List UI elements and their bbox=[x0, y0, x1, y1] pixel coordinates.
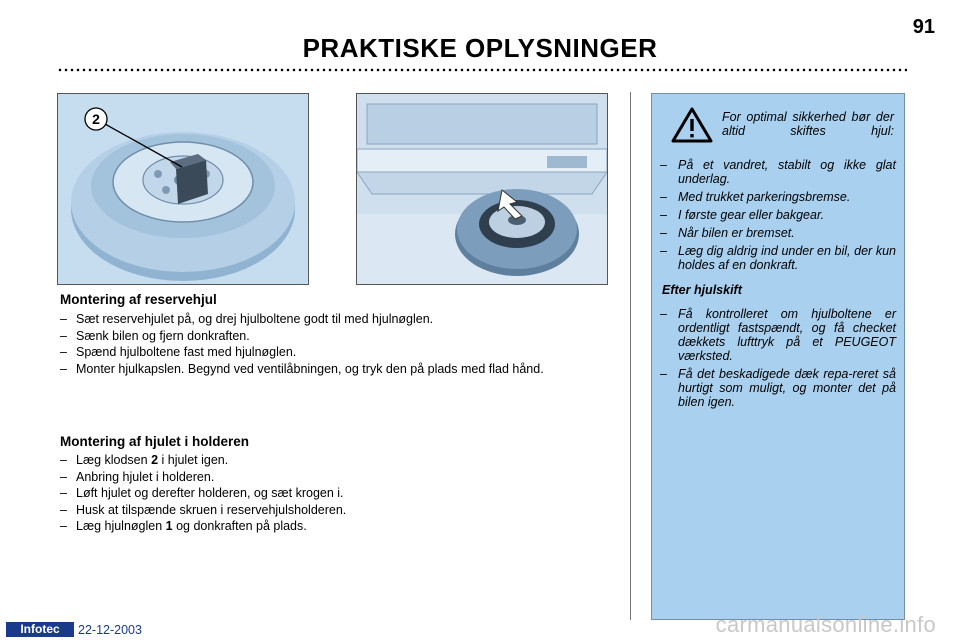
after-change-list bbox=[660, 307, 896, 413]
warning-triangle-icon bbox=[670, 106, 714, 144]
list-item: – Med trukket parkeringsbremse. bbox=[660, 190, 896, 204]
spare-wheel-under-car-illustration bbox=[356, 93, 608, 285]
list-item: – Læg klodsen 2 i hjulet igen. bbox=[60, 453, 608, 468]
list-item: – Monter hjulkapslen. Begynd ved ventilåbningen, og tryk den på plads med flad hånd. bbox=[60, 362, 608, 377]
section-heading-holderen: Montering af hjulet i holderen bbox=[60, 434, 249, 449]
dotted-divider bbox=[57, 68, 907, 72]
section-heading-reservehjul: Montering af reservehjul bbox=[60, 292, 217, 307]
list-item: – Spænd hjulboltene fast med hjulnøglen. bbox=[60, 345, 608, 360]
page-title: PRAKTISKE OPLYSNINGER bbox=[302, 33, 658, 63]
list-item: – Sæt reservehjulet på, og drej hjulboltene godt til med hjulnøglen. bbox=[60, 312, 608, 327]
list-item: – Sænk bilen og fjern donkraften. bbox=[60, 329, 608, 344]
safety-checklist bbox=[660, 158, 896, 276]
holderen-steps bbox=[60, 453, 608, 536]
list-item: – Løft hjulet og derefter holderen, og sæt krogen i. bbox=[60, 486, 608, 501]
reservehjul-steps bbox=[60, 312, 608, 378]
watermark: carmanualsonline.info bbox=[715, 612, 936, 637]
list-item: – Når bilen er bremset. bbox=[660, 226, 896, 240]
list-item: – Læg hjulnøglen 1 og donkraften på plads. bbox=[60, 519, 608, 534]
warning-intro: For optimal sikkerhed bør der altid skiftes hjul: bbox=[722, 110, 894, 138]
list-item: – Husk at tilspænde skruen i reservehjulsholderen. bbox=[60, 503, 608, 518]
after-change-heading: Efter hjulskift bbox=[662, 283, 742, 297]
callout-2-label: 2 bbox=[92, 111, 100, 127]
list-item: – Få kontrolleret om hjulboltene er ordentligt fastspændt, og få checket dækkets lufttryk på et PEUGEOT værksted. bbox=[660, 307, 896, 363]
list-item: – Læg dig aldrig ind under en bil, der kun holdes af en donkraft. bbox=[660, 244, 896, 272]
footer-date: 22-12-2003 bbox=[78, 623, 142, 637]
column-divider bbox=[630, 92, 631, 620]
infotec-logo: Infotec bbox=[6, 622, 74, 637]
list-item: – Få det beskadigede dæk repa-reret så hurtigt som muligt, og monter det på bilen igen. bbox=[660, 367, 896, 409]
spare-wheel-illustration bbox=[57, 93, 309, 285]
page-number: 91 bbox=[912, 16, 935, 38]
list-item: – På et vandret, stabilt og ikke glat underlag. bbox=[660, 158, 896, 186]
list-item: – Anbring hjulet i holderen. bbox=[60, 470, 608, 485]
list-item: – I første gear eller bakgear. bbox=[660, 208, 896, 222]
